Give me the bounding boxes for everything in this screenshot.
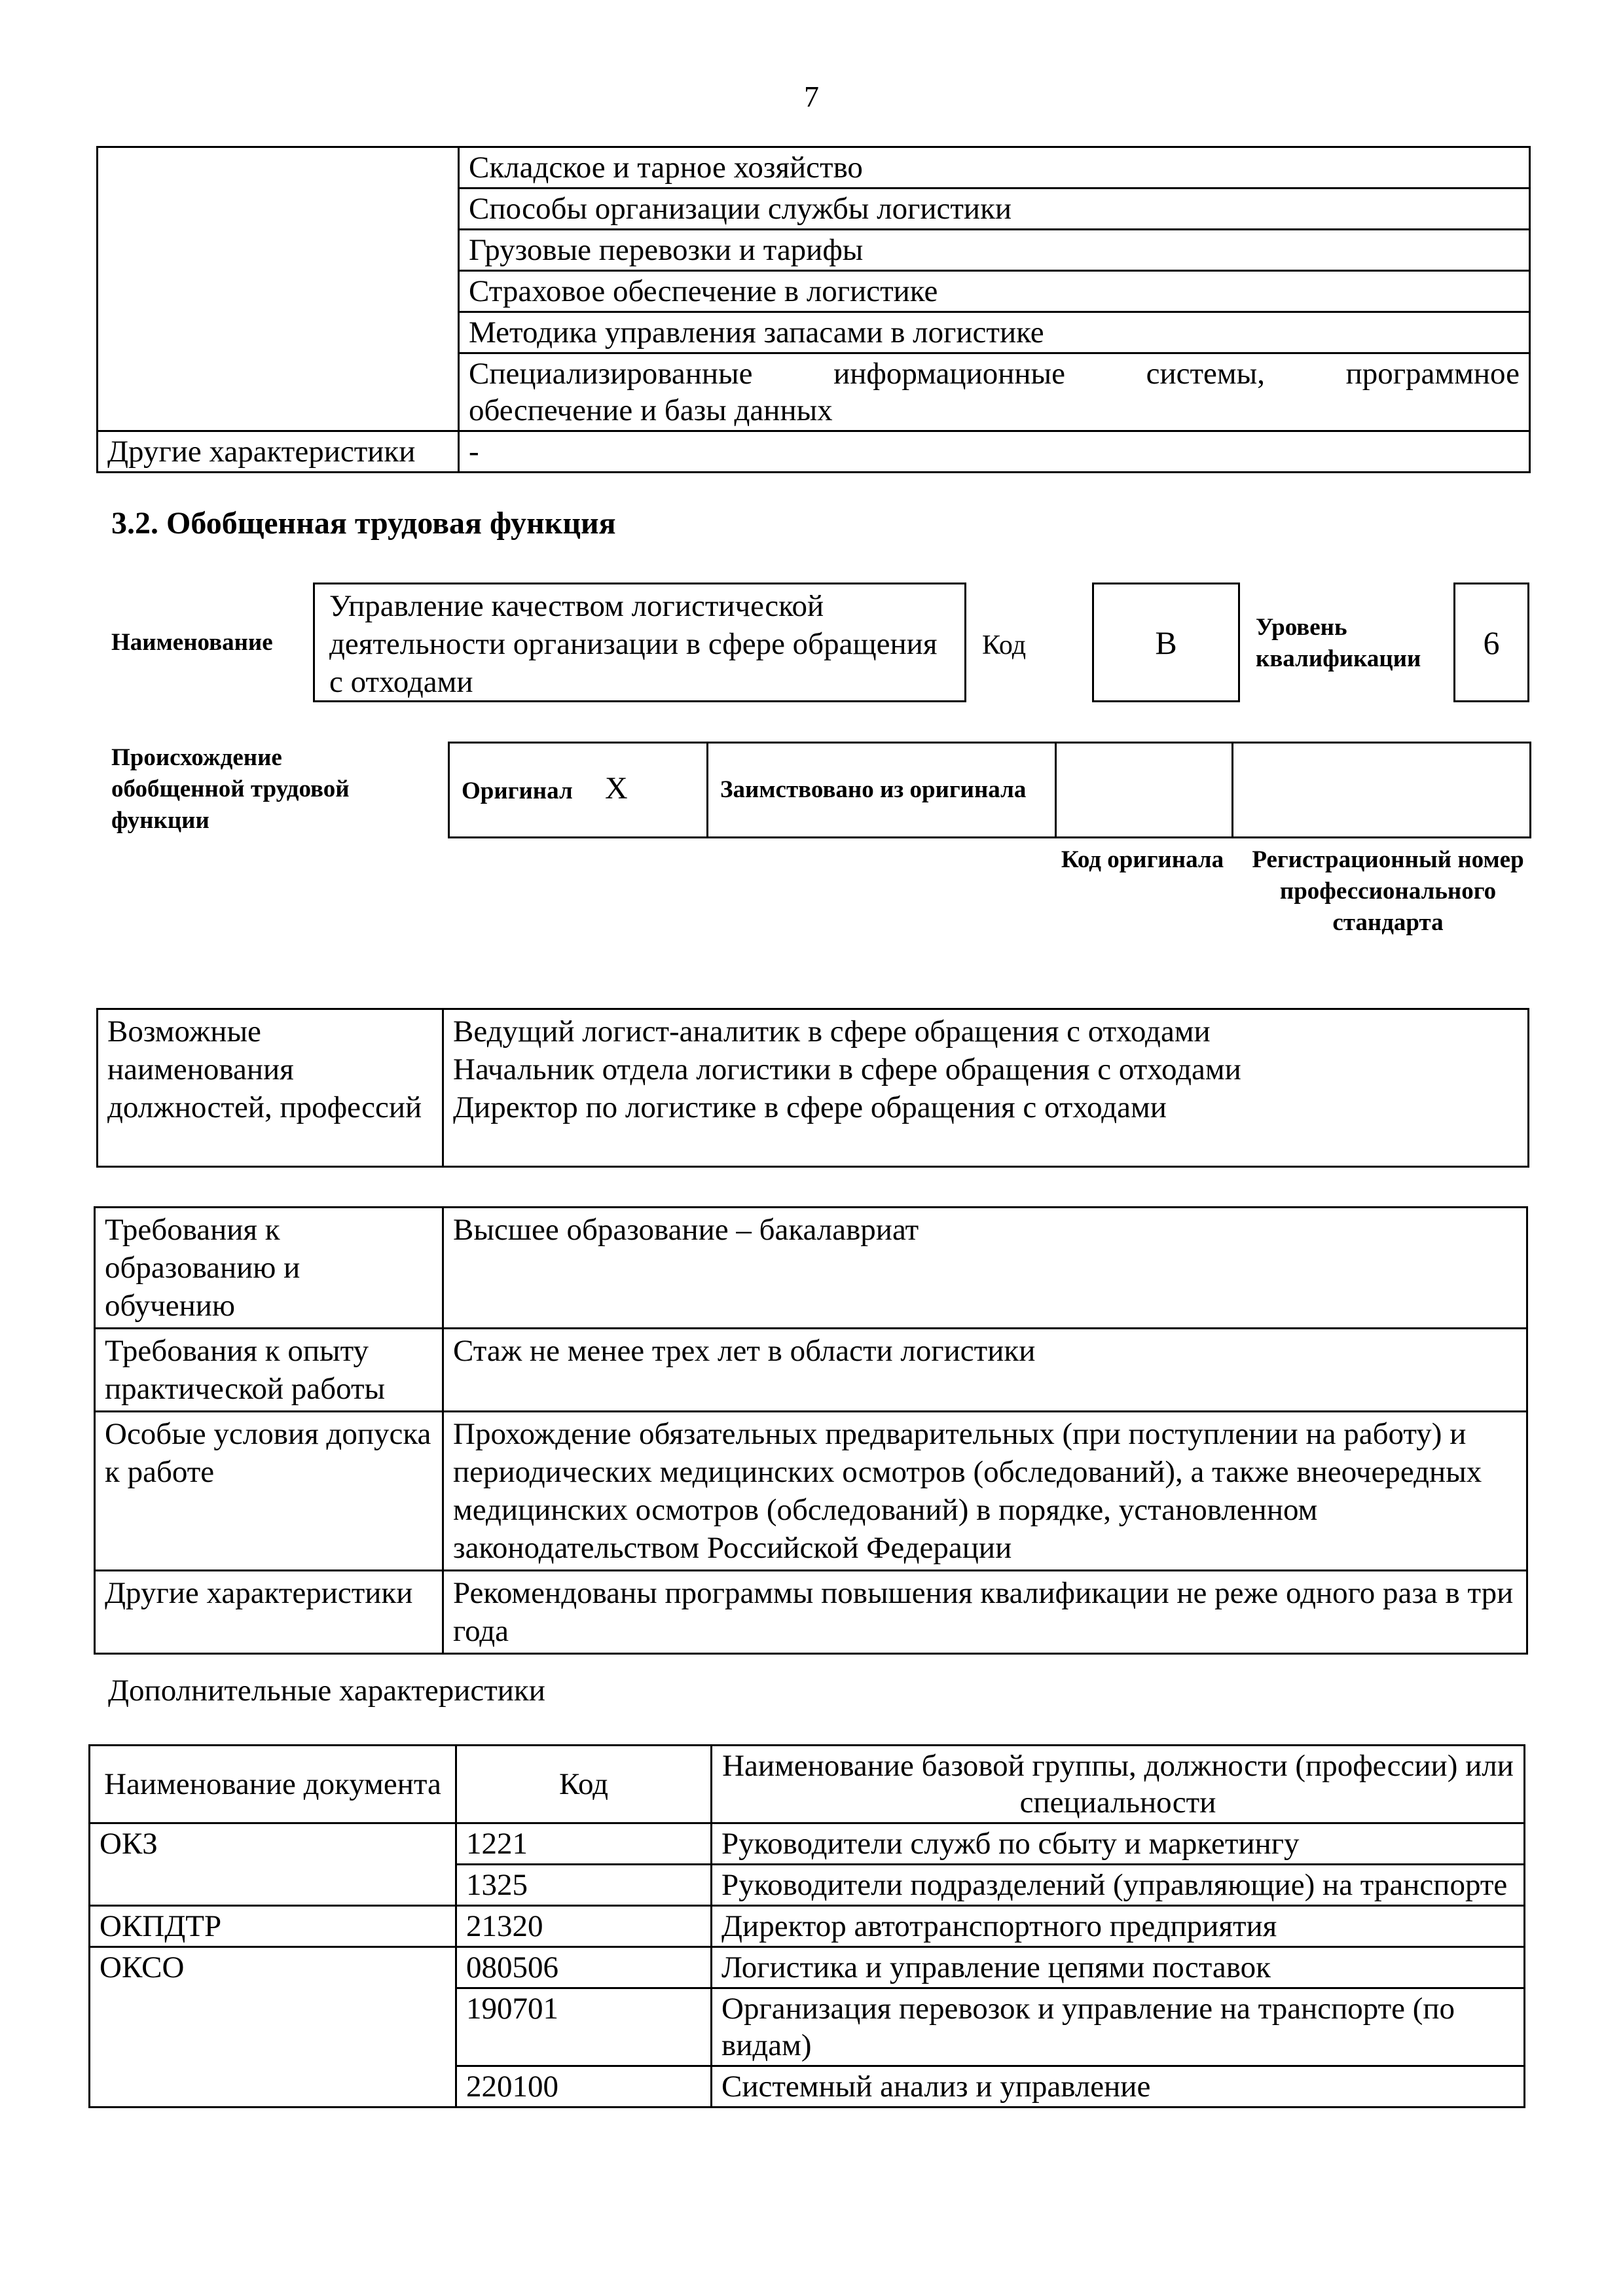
header-cell: Наименование документа (90, 1746, 456, 1823)
table-cell: Складское и тарное хозяйство (459, 147, 1530, 188)
header-cell: Наименование базовой группы, должности (профессии) или специальности (712, 1746, 1525, 1823)
req-label: Требования к образованию и обучению (95, 1208, 443, 1329)
word: Специализированные (469, 357, 753, 391)
level-label: Уровень квалификации (1256, 614, 1421, 672)
name-cell: Логистика и управление цепями поставок (712, 1947, 1525, 1988)
req-value: Прохождение обязательных предварительных (при поступлении на работу) и периодических медицинских осмотров (обследований), а также внеочередных медицинских осмотров (обследований) в порядке, установленном законодательством Российской Федерации (443, 1412, 1527, 1571)
name-label: Наименование (111, 629, 273, 656)
word: программное (1345, 357, 1520, 391)
other-label: Другие характеристики (98, 431, 459, 473)
justified-line (469, 355, 1520, 392)
table-row (95, 1208, 1527, 1329)
section-title: 3.2. Обобщенная трудовая функция (111, 506, 616, 541)
doc-cell: ОКПДТР (90, 1906, 456, 1947)
table-row (90, 1906, 1525, 1947)
table-cell-multiline (459, 353, 1530, 431)
req-label: Особые условия допуска к работе (95, 1412, 443, 1571)
code-value-box: B (1092, 583, 1240, 702)
doc-cell: ОКСО (90, 1947, 456, 2108)
caption-reg-number: Регистрационный номер профессионального стандарта (1252, 846, 1524, 936)
original-mark: X (604, 771, 628, 806)
list-item: Директор по логистике в сфере обращения с отходами (453, 1090, 1167, 1124)
table-row (90, 1823, 1525, 1865)
origin-label: Происхождение обобщенной трудовой функции (111, 744, 350, 834)
original-label: Оригинал (462, 778, 573, 804)
code-original-cell (1056, 743, 1233, 838)
table-row (95, 1571, 1527, 1654)
name-value-box: Управление качеством логистической деятельности организации в сфере обращения с отходами (313, 583, 966, 702)
requirements-table (94, 1206, 1528, 1655)
name-cell: Организация перевозок и управление на транспорте (по видам) (712, 1988, 1525, 2066)
name-cell: Директор автотранспортного предприятия (712, 1906, 1525, 1947)
word: информационные (833, 357, 1065, 391)
additional-table (88, 1744, 1525, 2108)
empty-label-cell (98, 147, 459, 431)
name-cell: Руководители служб по сбыту и маркетингу (712, 1823, 1525, 1865)
caption-code-original: Код оригинала (1061, 846, 1224, 873)
word: системы, (1146, 357, 1265, 391)
req-value: Высшее образование – бакалавриат (443, 1208, 1527, 1329)
table-header-row (90, 1746, 1525, 1823)
knowledge-table (96, 146, 1531, 473)
line: обеспечение и базы данных (469, 393, 833, 427)
name-cell: Системный анализ и управление (712, 2066, 1525, 2108)
doc-cell: ОКЗ (90, 1823, 456, 1906)
table-cell: Способы организации службы логистики (459, 188, 1530, 230)
code-cell: 1221 (456, 1823, 712, 1865)
table-cell: Страховое обеспечение в логистике (459, 271, 1530, 312)
origin-table (448, 742, 1531, 838)
table-row (449, 743, 1531, 838)
table-cell: Грузовые перевозки и тарифы (459, 230, 1530, 271)
other-value: - (459, 431, 1530, 473)
borrowed-cell: Заимствовано из оригинала (708, 743, 1056, 838)
req-value: Стаж не менее трех лет в области логистики (443, 1329, 1527, 1412)
reg-number-cell (1233, 743, 1531, 838)
code-cell: 080506 (456, 1947, 712, 1988)
positions-list (443, 1009, 1529, 1167)
additional-title: Дополнительные характеристики (108, 1674, 545, 1708)
req-value: Рекомендованы программы повышения квалификации не реже одного раза в три года (443, 1571, 1527, 1654)
table-row (90, 1947, 1525, 1988)
table-row (95, 1329, 1527, 1412)
code-label: Код (982, 630, 1027, 660)
list-item: Начальник отдела логистики в сфере обращения с отходами (453, 1052, 1241, 1086)
table-row (98, 1009, 1529, 1167)
positions-table (96, 1008, 1529, 1168)
table-row (98, 431, 1530, 473)
code-cell: 190701 (456, 1988, 712, 2066)
table-row (95, 1412, 1527, 1571)
code-cell: 21320 (456, 1906, 712, 1947)
original-cell (449, 743, 708, 838)
req-label: Требования к опыту практической работы (95, 1329, 443, 1412)
code-cell: 220100 (456, 2066, 712, 2108)
header-cell: Код (456, 1746, 712, 1823)
name-cell: Руководители подразделений (управляющие) на транспорте (712, 1865, 1525, 1906)
req-label: Другие характеристики (95, 1571, 443, 1654)
page-number: 7 (804, 80, 819, 113)
code-cell: 1325 (456, 1865, 712, 1906)
list-item: Ведущий логист-аналитик в сфере обращения с отходами (453, 1014, 1211, 1049)
table-cell: Методика управления запасами в логистике (459, 312, 1530, 353)
level-value-box: 6 (1453, 583, 1529, 702)
positions-label: Возможные наименования должностей, профессий (98, 1009, 443, 1167)
table-row (98, 147, 1530, 188)
